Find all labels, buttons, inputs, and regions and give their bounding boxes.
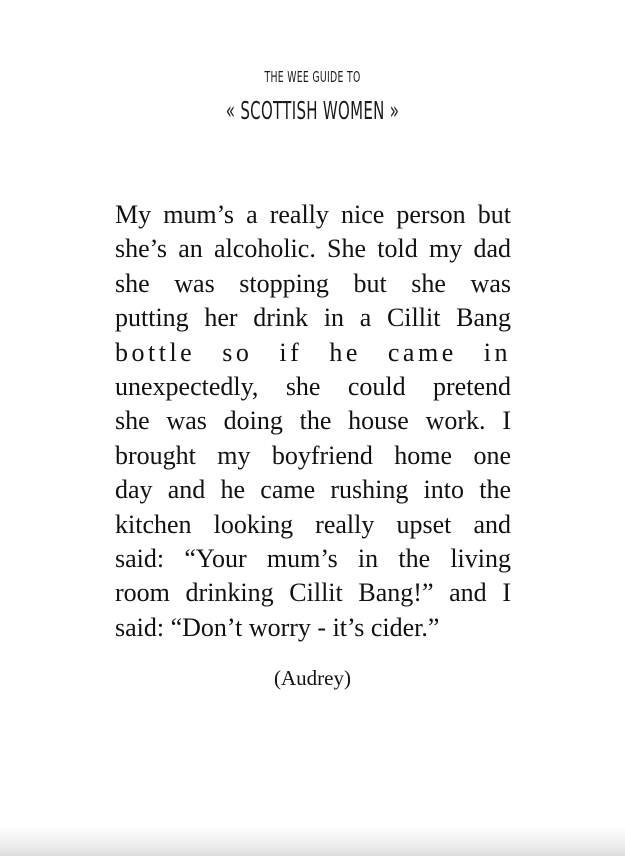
body-line: unexpectedly, she could pretend: [115, 371, 511, 401]
quote-body: [115, 198, 511, 645]
running-header: [0, 64, 625, 130]
body-line: putting her drink in a Cillit Bang: [115, 303, 511, 333]
body-line: day and he came rushing into the: [115, 475, 511, 505]
body-line: brought my boyfriend home one: [115, 440, 511, 470]
page-edge-shadow: [0, 826, 625, 856]
body-line: she’s an alcoholic. She told my dad: [115, 234, 511, 264]
header-subtitle: THE WEE GUIDE TO: [264, 68, 361, 86]
body-line: bottle so if he came in: [115, 337, 511, 367]
quote-attribution: (Audrey): [274, 666, 351, 690]
body-line: kitchen looking really upset and: [115, 509, 511, 539]
header-line-1-row: [0, 64, 625, 94]
body-line: said: “Don’t worry - it’s cider.”: [115, 612, 440, 642]
body-line: she was doing the house work. I: [115, 406, 511, 436]
body-line: she was stopping but she was: [115, 268, 511, 298]
header-line-2-row: [0, 94, 625, 130]
header-title: « SCOTTISH WOMEN »: [225, 96, 400, 125]
body-line: said: “Your mum’s in the living: [115, 543, 511, 573]
body-line: My mum’s a really nice person but: [115, 200, 511, 229]
body-line: room drinking Cillit Bang!” and I: [115, 578, 511, 608]
